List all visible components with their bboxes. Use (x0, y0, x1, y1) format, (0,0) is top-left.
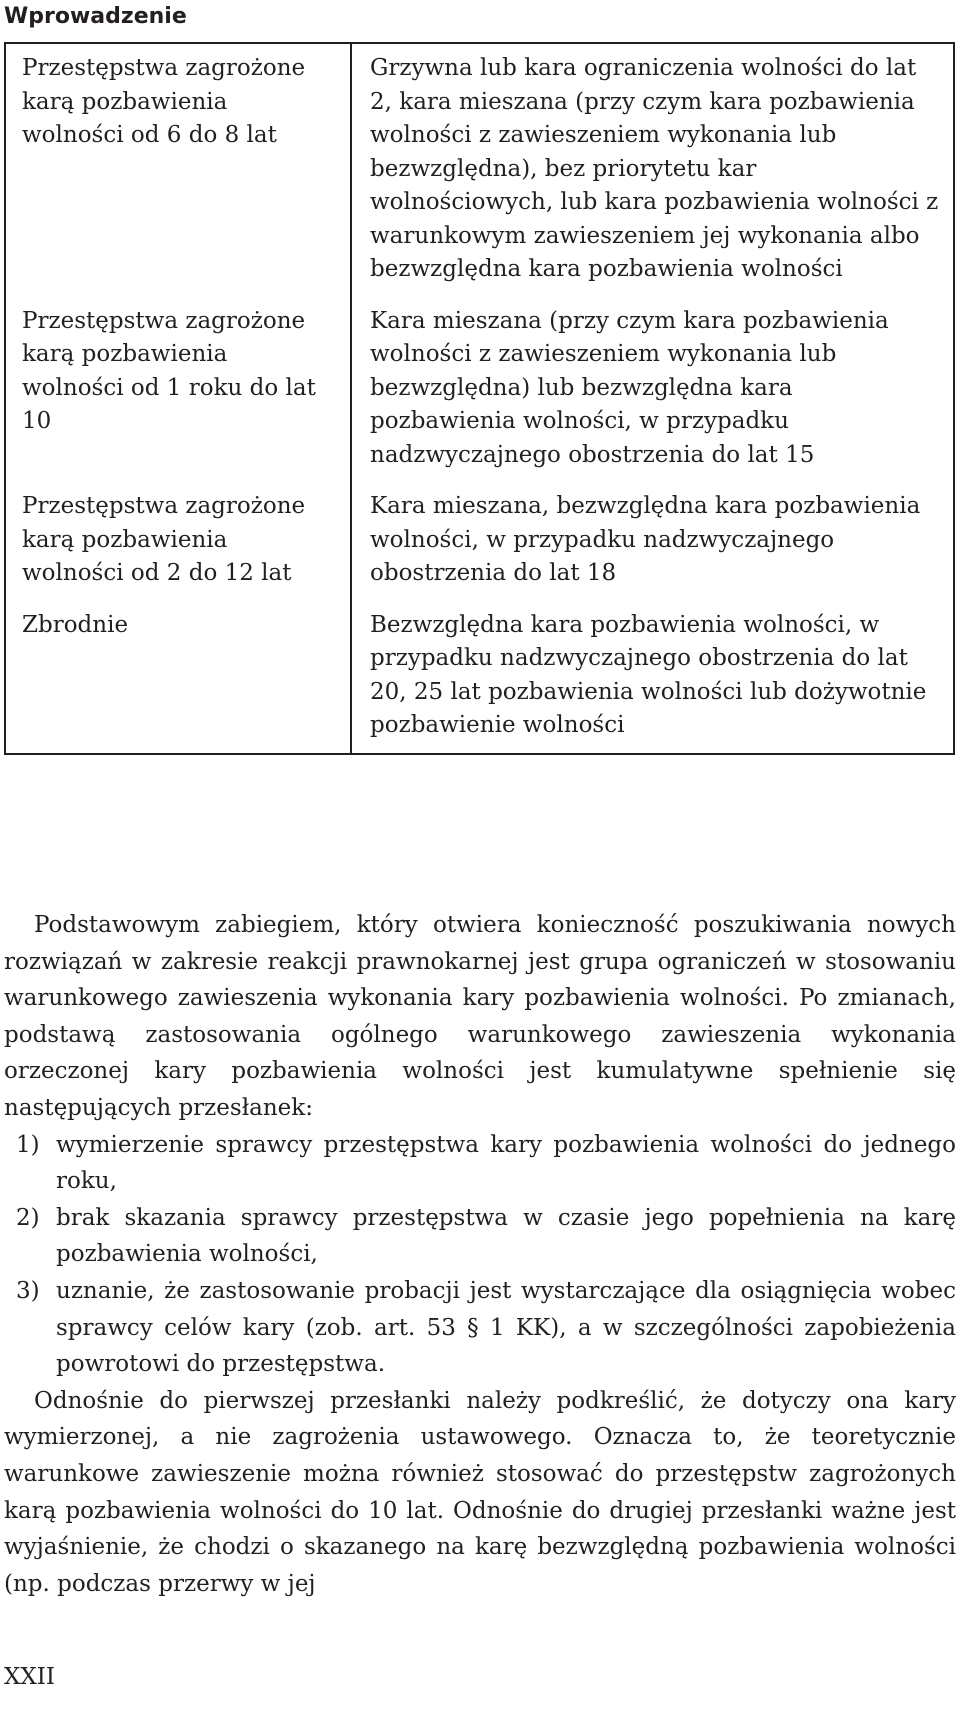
list-item (4, 1200, 956, 1273)
list-text: uznanie, że zastosowanie probacji jest wystarczające dla osiągnięcia wobec sprawcy celów kary (zob. art. 53 § 1 KK), a w szczególności zapobieżenia powrotowi do przestępstwa. (56, 1277, 956, 1378)
penalty-table (4, 42, 955, 755)
penalty-cell: Kara mieszana (przy czym kara pozbawienia wolności z zawieszeniem wykonania lub bezwzględna) lub bezwzględna kara pozbawienia wolności, w przypadku nadzwyczajnego obostrzenia do lat 15 (370, 307, 889, 468)
section-header: Wprowadzenie (4, 4, 187, 29)
list-number: 2) (16, 1204, 40, 1231)
offense-cell: Przestępstwa zagrożone karą pozbawienia wolności od 6 do 8 lat (5, 43, 351, 297)
penalty-cell: Grzywna lub kara ograniczenia wolności do lat 2, kara mieszana (przy czym kara pozbawienia wolności z zawieszeniem wykonania lub bezwzględna), bez priorytetu kar wolnościowych, lub kara pozbawienia wolności z warunkowym zawieszeniem jej wykonania albo bezwzględna kara pozbawienia wolności (370, 55, 939, 282)
conditions-list (4, 1127, 956, 1383)
table-row (5, 43, 954, 297)
table-row (5, 601, 954, 754)
offense-cell: Przestępstwa zagrożone karą pozbawienia wolności od 2 do 12 lat (5, 482, 351, 601)
list-number: 3) (16, 1277, 40, 1304)
table-row (5, 482, 954, 601)
page-number: XXII (4, 1664, 55, 1690)
offense-cell: Zbrodnie (5, 601, 351, 754)
list-text: wymierzenie sprawcy przestępstwa kary pozbawienia wolności do jednego roku, (56, 1131, 956, 1195)
penalty-cell: Kara mieszana, bezwzględna kara pozbawienia wolności, w przypadku nadzwyczajnego obostrzenia do lat 18 (370, 493, 921, 586)
list-item (4, 1273, 956, 1383)
list-text: brak skazania sprawcy przestępstwa w czasie jego popełnienia na karę pozbawienia wolności, (56, 1204, 956, 1268)
table-row (5, 297, 954, 483)
paragraph: Podstawowym zabiegiem, który otwiera konieczność poszukiwania nowych rozwiązań w zakresie reakcji prawnokarnej jest grupa ograniczeń w stosowaniu warunkowego zawieszenia wykonania kary pozbawienia wolności. Po zmianach, podstawą zastosowania ogólnego warunkowego zawieszenia wykonania orzeczonej kary pozbawienia wolności jest kumulatywne spełnienie się następujących przesłanek: (4, 912, 956, 1121)
penalty-cell: Bezwzględna kara pozbawienia wolności, w przypadku nadzwyczajnego obostrzenia do lat 20, 25 lat pozbawienia wolności lub dożywotnie pozbawienie wolności (370, 611, 927, 738)
paragraph: Odnośnie do pierwszej przesłanki należy podkreślić, że dotyczy ona kary wymierzonej, a nie zagrożenia ustawowego. Oznacza to, że teoretycznie warunkowe zawieszenie można również stosować do przestępstw zagrożonych karą pozbawienia wolności do 10 lat. Odnośnie do drugiej przesłanki ważne jest wyjaśnienie, że chodzi o skazanego na karę bezwzględną pozbawienia wolności (np. podczas przerwy w jej (4, 1387, 956, 1597)
list-number: 1) (16, 1131, 40, 1158)
body-text (4, 907, 956, 1602)
offense-cell: Przestępstwa zagrożone karą pozbawienia wolności od 1 roku do lat 10 (5, 297, 351, 483)
list-item (4, 1127, 956, 1200)
